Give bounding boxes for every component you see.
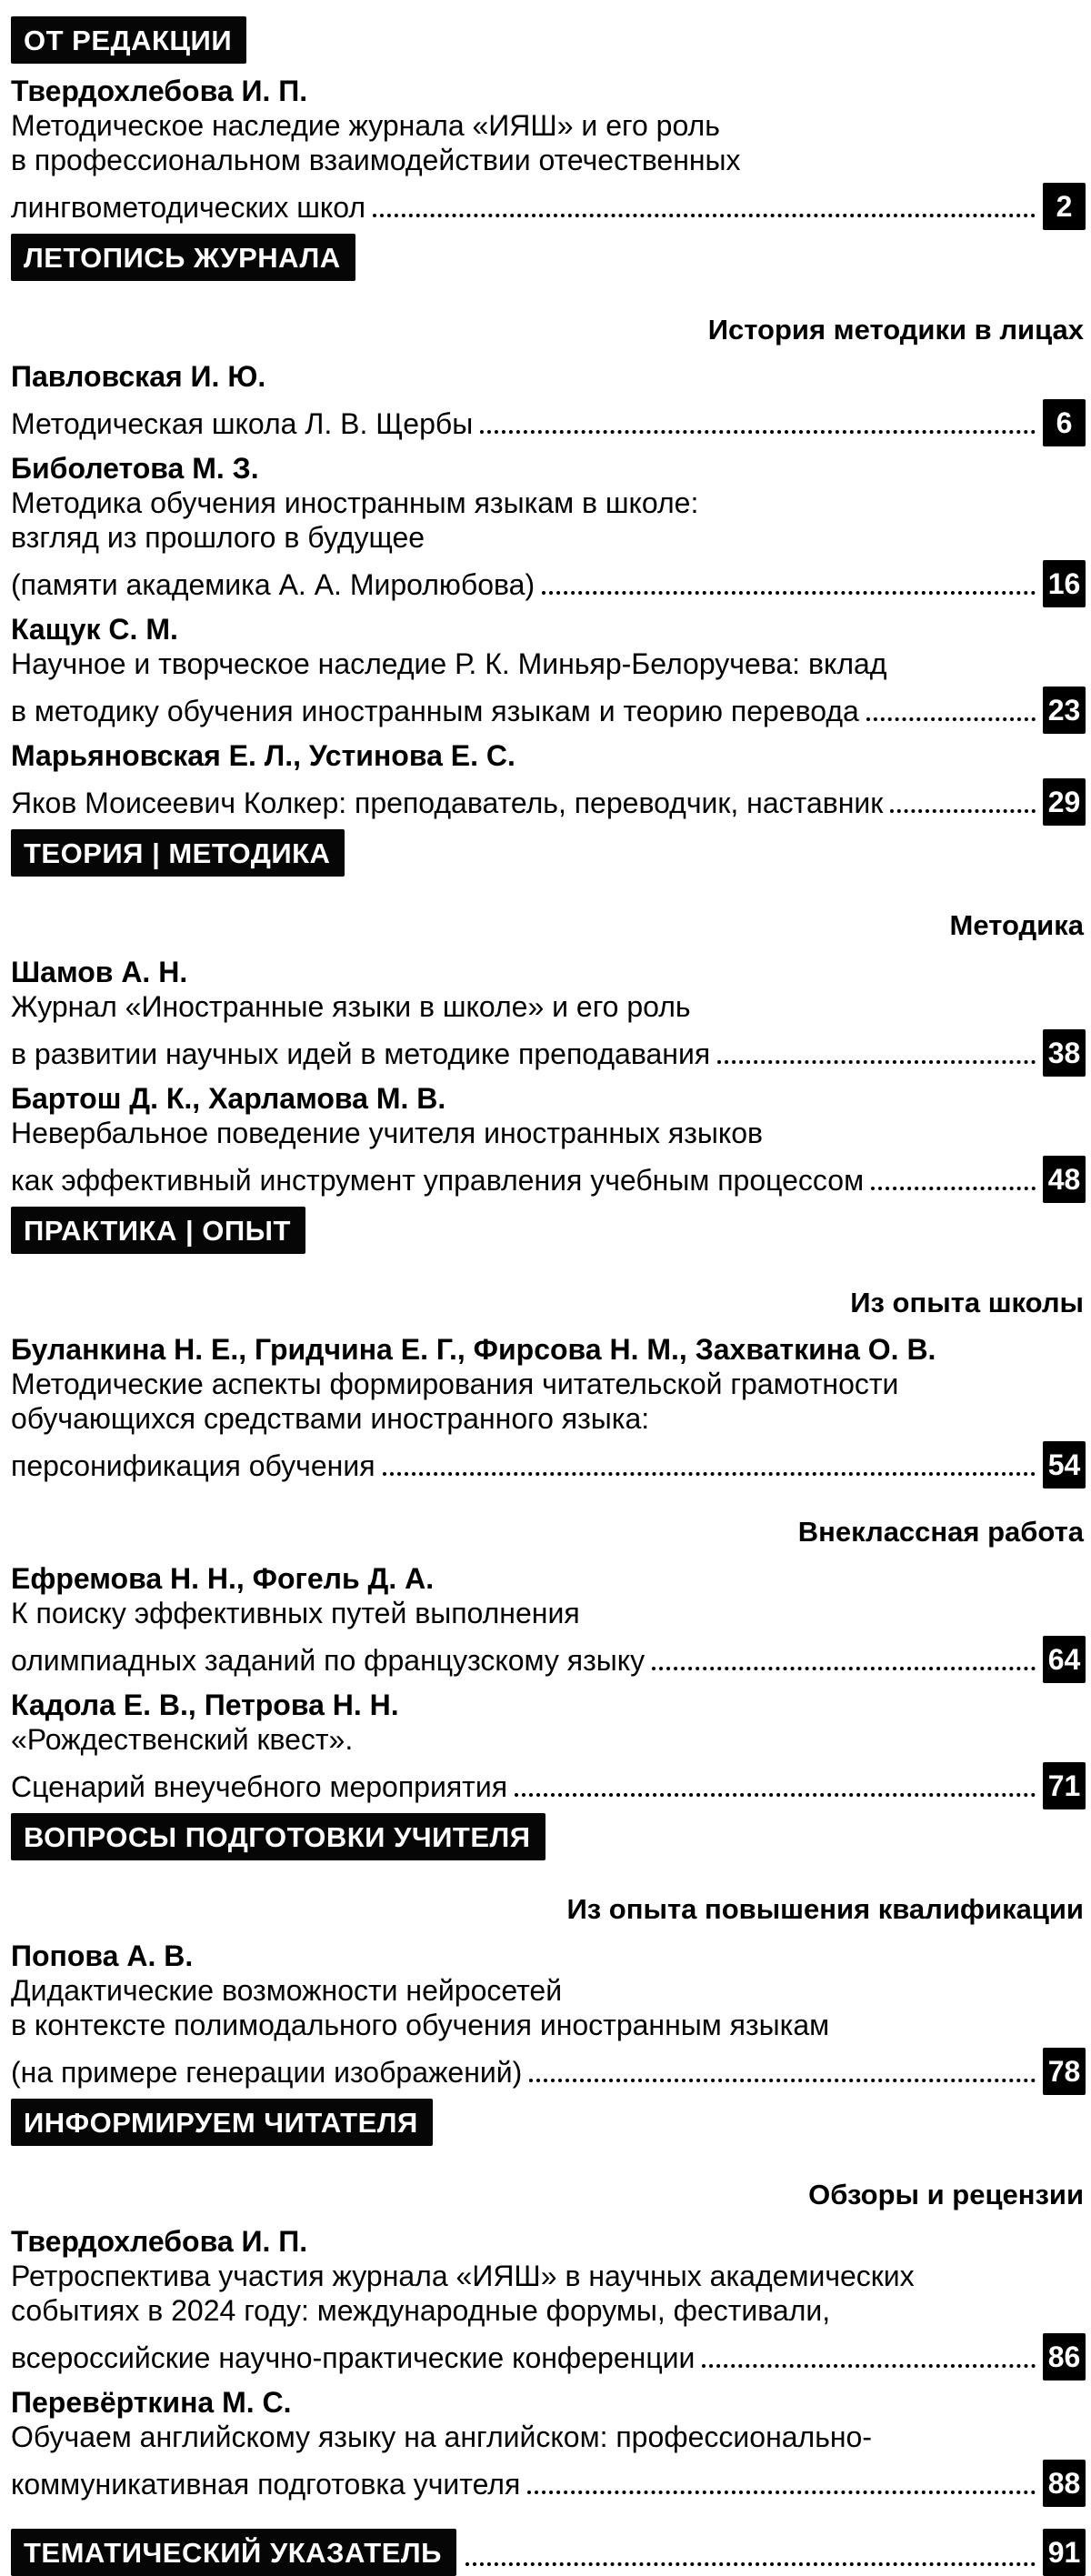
entry-last-line	[11, 555, 1086, 602]
entry-last-line	[11, 681, 1086, 728]
page-number: 6	[1043, 399, 1086, 446]
section-badge: ОТ РЕДАКЦИИ	[11, 16, 246, 64]
page-number: 78	[1043, 2048, 1086, 2095]
toc-entry	[11, 738, 1086, 820]
entry-title-line: (памяти академика А. А. Миролюбова)	[11, 568, 535, 601]
entry-authors: Перевёрткина М. С.	[11, 2386, 292, 2419]
entry-authors: Биболетова М. З.	[11, 452, 259, 485]
section-badge: ЛЕТОПИСЬ ЖУРНАЛА	[11, 234, 355, 281]
page-number: 71	[1043, 1762, 1086, 1809]
subsection-heading: Обзоры и рецензии	[808, 2179, 1084, 2210]
toc-entry	[11, 2224, 1086, 2375]
toc-entry	[11, 1561, 1086, 1678]
entry-title-line: взгляд из прошлого в будущее	[11, 521, 425, 554]
entry-authors: Павловская И. Ю.	[11, 360, 266, 393]
toc-entry	[11, 1939, 1086, 2090]
dotted-leader	[717, 1060, 1036, 1064]
entry-title-line: Методическая школа Л. В. Щербы	[11, 407, 474, 440]
section-badge: ТЕОРИЯ | МЕТОДИКА	[11, 829, 345, 877]
entry-title-line: Журнал «Иностранные языки в школе» и его роль	[11, 990, 691, 1023]
section-badge: ВОПРОСЫ ПОДГОТОВКИ УЧИТЕЛЯ	[11, 1813, 546, 1860]
entry-title-line: Методические аспекты формирования читательской грамотности	[11, 1368, 899, 1400]
page-number: 91	[1043, 2529, 1086, 2576]
section-badge: ИНФОРМИРУЕМ ЧИТАТЕЛЯ	[11, 2099, 433, 2146]
entry-title-line: Обучаем английскому языку на английском: профессионально-	[11, 2421, 872, 2453]
entry-last-line	[11, 2328, 1086, 2375]
page-number: 29	[1043, 778, 1086, 826]
entry-last-line	[11, 1630, 1086, 1678]
dotted-leader	[465, 2562, 1036, 2566]
dotted-leader	[480, 430, 1036, 434]
entry-last-line	[11, 1757, 1086, 1804]
page-number: 48	[1043, 1156, 1086, 1203]
section-badge-row	[11, 1207, 1086, 1254]
entry-last-line	[11, 1436, 1086, 1483]
entry-last-line	[11, 773, 1086, 820]
page-number: 86	[1043, 2333, 1086, 2381]
subsection-heading: Из опыта школы	[850, 1287, 1084, 1318]
entry-title-line: «Рождественский квест».	[11, 1723, 354, 1756]
entry-title-line: лингвометодических школ	[11, 191, 366, 224]
entry-title-line: Яков Моисеевич Колкер: преподаватель, переводчик, наставник	[11, 787, 884, 819]
entry-title-line: олимпиадных заданий по французскому языку	[11, 1644, 646, 1677]
section-badge: ПРАКТИКА | ОПЫТ	[11, 1207, 305, 1254]
toc-entry	[11, 451, 1086, 602]
section-badge-row	[11, 2099, 1086, 2146]
entry-title-line: Невербальное поведение учителя иностранных языков	[11, 1117, 764, 1149]
toc-entry	[11, 955, 1086, 1071]
entry-title-line: в контексте полимодального обучения иностранным языкам	[11, 2009, 830, 2041]
thematic-index-row	[11, 2529, 1086, 2576]
subsection-heading: Внеклассная работа	[797, 1516, 1084, 1548]
page-number: 2	[1043, 183, 1086, 230]
dotted-leader	[871, 1187, 1036, 1190]
dotted-leader	[515, 1793, 1036, 1797]
entry-authors: Буланкина Н. Е., Гридчина Е. Г., Фирсова Н. М., Захваткина О. В.	[11, 1333, 936, 1366]
entry-authors: Кащук С. М.	[11, 613, 178, 646]
entry-authors: Кадола Е. В., Петрова Н. Н.	[11, 1689, 399, 1721]
entry-authors: Попова А. В.	[11, 1940, 194, 1972]
dotted-leader	[527, 2491, 1036, 2494]
entry-authors: Марьяновская Е. Л., Устинова Е. С.	[11, 739, 515, 772]
entry-title-line: (на примере генерации изображений)	[11, 2056, 523, 2089]
entry-authors: Ефремова Н. Н., Фогель Д. А.	[11, 1562, 435, 1595]
entry-title-line: Ретроспектива участия журнала «ИЯШ» в научных академических	[11, 2260, 915, 2292]
entry-last-line	[11, 2042, 1086, 2090]
toc-entry	[11, 359, 1086, 441]
section-badge-row	[11, 234, 1086, 281]
entry-authors: Бартош Д. К., Харламова М. В.	[11, 1082, 446, 1115]
subsection-heading: История методики в лицах	[707, 314, 1084, 346]
entry-title-line: Научное и творческое наследие Р. К. Миньяр-Белоручева: вклад	[11, 647, 887, 680]
entry-authors: Шамов А. Н.	[11, 956, 188, 988]
dotted-leader	[383, 1472, 1036, 1476]
entry-authors: Твердохлебова И. П.	[11, 75, 308, 107]
entry-title-line: в развитии научных идей в методике преподавания	[11, 1037, 711, 1070]
toc-entry	[11, 2385, 1086, 2501]
entry-last-line	[11, 394, 1086, 441]
dotted-leader	[542, 591, 1036, 595]
page-number: 23	[1043, 687, 1086, 734]
entry-title-line: К поиску эффективных путей выполнения	[11, 1597, 580, 1629]
section-badge-row	[11, 16, 1086, 64]
subsection-heading: Из опыта повышения квалификации	[566, 1893, 1084, 1925]
section-badge: ТЕМАТИЧЕСКИЙ УКАЗАТЕЛЬ	[11, 2529, 456, 2576]
dotted-leader	[702, 2364, 1036, 2368]
entry-title-line: всероссийские научно-практические конференции	[11, 2341, 696, 2374]
entry-last-line	[11, 177, 1086, 225]
page-number: 64	[1043, 1636, 1086, 1683]
toc-entry	[11, 1688, 1086, 1804]
dotted-leader	[652, 1667, 1036, 1670]
dotted-leader	[373, 214, 1036, 217]
entry-title-line: как эффективный инструмент управления учебным процессом	[11, 1164, 865, 1197]
entry-title-line: в методику обучения иностранным языкам и теорию перевода	[11, 695, 859, 727]
entry-last-line	[11, 1024, 1086, 1071]
toc-entry	[11, 612, 1086, 728]
entry-title-line: Сценарий внеучебного мероприятия	[11, 1770, 508, 1803]
toc-entry	[11, 74, 1086, 225]
entry-title-line: Методика обучения иностранным языкам в школе:	[11, 486, 699, 519]
subsection-heading: Методика	[949, 909, 1084, 941]
page-number: 16	[1043, 560, 1086, 607]
entry-last-line	[11, 2454, 1086, 2501]
entry-title-line: коммуникативная подготовка учителя	[11, 2468, 521, 2501]
page-number: 54	[1043, 1441, 1086, 1488]
dotted-leader	[866, 717, 1036, 721]
entry-title-line: персонификация обучения	[11, 1449, 375, 1482]
toc-entry	[11, 1332, 1086, 1483]
page-number: 88	[1043, 2460, 1086, 2507]
entry-title-line: обучающихся средствами иностранного языка:	[11, 1402, 650, 1435]
entry-title-line: событиях в 2024 году: международные форумы, фестивали,	[11, 2294, 831, 2327]
page-number: 38	[1043, 1029, 1086, 1077]
dotted-leader	[529, 2079, 1036, 2082]
section-badge-row	[11, 1813, 1086, 1860]
section-badge-row	[11, 829, 1086, 877]
entry-last-line	[11, 1150, 1086, 1198]
entry-title-line: в профессиональном взаимодействии отечественных	[11, 144, 741, 176]
dotted-leader	[890, 809, 1036, 813]
entry-title-line: Дидактические возможности нейросетей	[11, 1974, 563, 2007]
entry-authors: Твердохлебова И. П.	[11, 2225, 308, 2258]
toc-entry	[11, 1081, 1086, 1198]
entry-title-line: Методическое наследие журнала «ИЯШ» и его роль	[11, 109, 720, 142]
